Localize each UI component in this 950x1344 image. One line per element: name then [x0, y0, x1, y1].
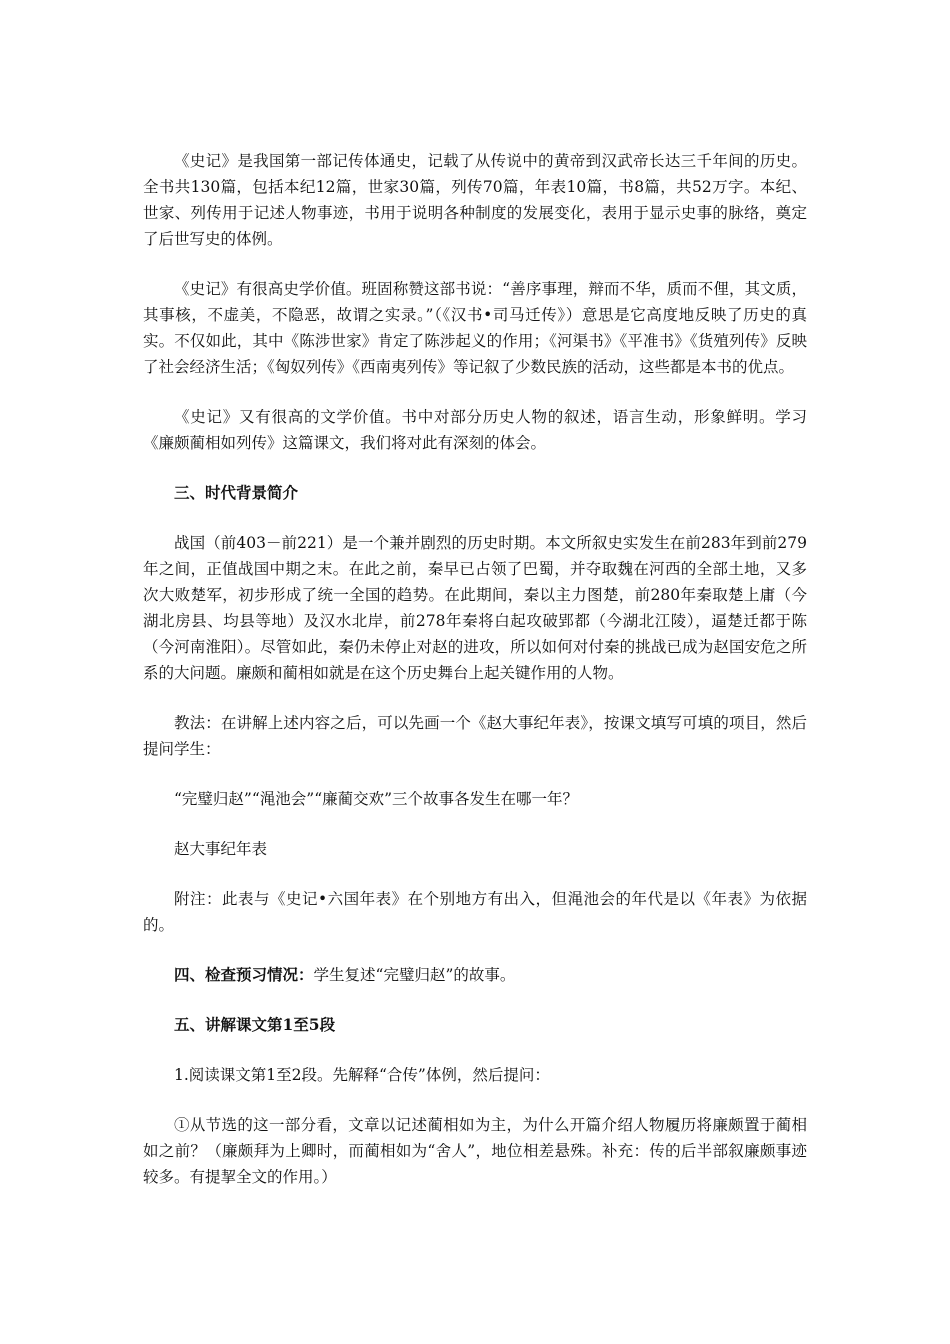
paragraph-question-1: ①从节选的这一部分看，文章以记述蔺相如为主，为什么开篇介绍人物履历将廉颇置于蔺相如之前？（廉颇拜为上卿时，而蔺相如为“舍人”，地位相差悬殊。补充：传的后半部叙廉颇事迹较多。有提挈全文的作用。） [143, 1116, 807, 1186]
heading-preview-check-text: 学生复述“完璧归赵”的故事。 [313, 966, 516, 984]
paragraph-literary-value: 《史记》又有很高的文学价值。书中对部分历史人物的叙述，语言生动，形象鲜明。学习《廉颇蔺相如列传》这篇课文，我们将对此有深刻的体会。 [143, 408, 807, 452]
heading-background: 三、时代背景简介 [174, 483, 299, 502]
heading-preview-check-label: 四、检查预习情况： [174, 965, 314, 984]
paragraph-note: 附注：此表与《史记•六国年表》在个别地方有出入，但渑池会的年代是以《年表》为依据的。 [143, 890, 807, 934]
paragraph-step-1: 1.阅读课文第1至2段。先解释“合传”体例，然后提问： [174, 1066, 550, 1084]
heading-preview-check [143, 962, 807, 988]
table-title: 赵大事纪年表 [174, 840, 268, 858]
paragraph-historical-value: 《史记》有很高史学价值。班固称赞这部书说：“善序事理，辩而不华，质而不俚，其文质，其事核，不虚美，不隐恶，故谓之实录。”（《汉书•司马迁传》）意思是它高度地反映了历史的真实。不仅如此，其中《陈涉世家》肯定了陈涉起义的作用；《河渠书》《平准书》《货殖列传》反映了社会经济生活；《匈奴列传》《西南夷列传》等记叙了少数民族的活动，这些都是本书的优点。 [143, 280, 807, 376]
paragraph-question: “完璧归赵”“渑池会”“廉蔺交欢”三个故事各发生在哪一年？ [174, 790, 579, 808]
document-body [143, 148, 807, 1214]
heading-lesson-sections: 五、讲解课文第1至5段 [174, 1015, 336, 1034]
paragraph-shiji-intro: 《史记》是我国第一部记传体通史，记载了从传说中的黄帝到汉武帝长达三千年间的历史。全书共130篇，包括本纪12篇，世家30篇，列传70篇，年表10篇，书8篇，共52万字。本纪、世家、列传用于记述人物事迹，书用于说明各种制度的发展变化，表用于显示史事的脉络，奠定了后世写史的体例。 [143, 152, 807, 248]
paragraph-background: 战国（前403－前221）是一个兼并剧烈的历史时期。本文所叙史实发生在前283年到前279年之间，正值战国中期之末。在此之前，秦早已占领了巴蜀，并夺取魏在河西的全部土地，又多次大败楚军，初步形成了统一全国的趋势。在此期间，秦以主力图楚，前280年秦取楚上庸（今湖北房县、均县等地）及汉水北岸，前278年秦将白起攻破郢都（今湖北江陵），逼楚迁都于陈（今河南淮阳）。尽管如此，秦仍未停止对赵的进攻，所以如何对付秦的挑战已成为赵国安危之所系的大问题。廉颇和蔺相如就是在这个历史舞台上起关键作用的人物。 [143, 534, 807, 682]
paragraph-teaching-method: 教法：在讲解上述内容之后，可以先画一个《赵大事纪年表》，按课文填写可填的项目，然后提问学生： [143, 714, 807, 758]
